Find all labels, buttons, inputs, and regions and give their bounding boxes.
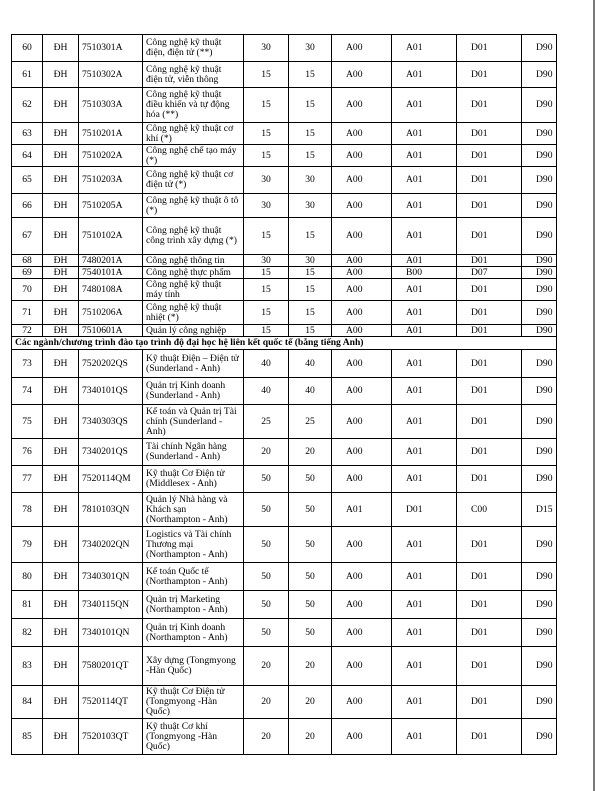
quota-exam: 20 <box>289 686 332 719</box>
row-number: 60 <box>12 35 43 62</box>
level-cell: ĐH <box>43 62 79 88</box>
major-code: 7520202QS <box>79 350 143 378</box>
combo-3: C00 <box>457 493 522 527</box>
quota-total: 15 <box>244 145 289 167</box>
level-cell: ĐH <box>43 218 79 255</box>
major-code: 7520114QM <box>79 466 143 493</box>
major-code: 7480201A <box>79 255 143 267</box>
combo-4: D90 <box>522 466 557 493</box>
combo-4: D90 <box>522 62 557 88</box>
major-name: Công nghệ kỹ thuật điều khiển và tự động hóa (**) <box>143 88 244 123</box>
major-name: Công nghệ chế tạo máy (*) <box>143 145 244 167</box>
combo-1: A00 <box>332 719 392 755</box>
combo-2: A01 <box>392 255 457 267</box>
row-number: 81 <box>12 591 43 619</box>
table-row <box>12 686 557 719</box>
quota-total: 15 <box>244 301 289 325</box>
row-number: 79 <box>12 527 43 563</box>
quota-total: 50 <box>244 591 289 619</box>
major-code: 7540101A <box>79 267 143 279</box>
table-row <box>12 218 557 255</box>
combo-1: A00 <box>332 167 392 194</box>
row-number: 68 <box>12 255 43 267</box>
level-cell: ĐH <box>43 405 79 439</box>
row-number: 78 <box>12 493 43 527</box>
major-name: Quản lý công nghiệp <box>143 325 244 337</box>
table-row <box>12 619 557 647</box>
combo-1: A00 <box>332 439 392 466</box>
quota-exam: 40 <box>289 350 332 378</box>
quota-total: 40 <box>244 350 289 378</box>
combo-1: A00 <box>332 591 392 619</box>
quota-exam: 15 <box>289 88 332 123</box>
combo-3: D01 <box>457 194 522 218</box>
combo-4: D90 <box>522 267 557 279</box>
level-cell: ĐH <box>43 619 79 647</box>
combo-3: D01 <box>457 647 522 686</box>
row-number: 64 <box>12 145 43 167</box>
level-cell: ĐH <box>43 301 79 325</box>
combo-3: D01 <box>457 405 522 439</box>
major-name: Công nghệ thông tin <box>143 255 244 267</box>
combo-1: A00 <box>332 267 392 279</box>
row-number: 85 <box>12 719 43 755</box>
major-code: 7340301QN <box>79 563 143 591</box>
table-row <box>12 194 557 218</box>
combo-3: D01 <box>457 350 522 378</box>
combo-1: A00 <box>332 88 392 123</box>
table-row <box>12 591 557 619</box>
major-code: 7510203A <box>79 167 143 194</box>
combo-4: D15 <box>522 493 557 527</box>
combo-3: D01 <box>457 218 522 255</box>
combo-4: D90 <box>522 527 557 563</box>
quota-total: 15 <box>244 325 289 337</box>
major-code: 7510303A <box>79 88 143 123</box>
quota-exam: 50 <box>289 563 332 591</box>
table-row <box>12 466 557 493</box>
quota-total: 40 <box>244 378 289 405</box>
quota-total: 50 <box>244 619 289 647</box>
row-number: 70 <box>12 279 43 301</box>
combo-3: D01 <box>457 145 522 167</box>
table-row <box>12 647 557 686</box>
combo-2: A01 <box>392 88 457 123</box>
combo-4: D90 <box>522 563 557 591</box>
table-row <box>12 62 557 88</box>
quota-total: 20 <box>244 686 289 719</box>
level-cell: ĐH <box>43 466 79 493</box>
level-cell: ĐH <box>43 325 79 337</box>
major-code: 7480108A <box>79 279 143 301</box>
combo-4: D90 <box>522 647 557 686</box>
row-number: 62 <box>12 88 43 123</box>
quota-total: 15 <box>244 88 289 123</box>
combo-2: A01 <box>392 378 457 405</box>
combo-1: A00 <box>332 619 392 647</box>
combo-2: A01 <box>392 194 457 218</box>
row-number: 67 <box>12 218 43 255</box>
table-row <box>12 719 557 755</box>
combo-2: A01 <box>392 647 457 686</box>
combo-1: A00 <box>332 255 392 267</box>
combo-1: A00 <box>332 527 392 563</box>
row-number: 61 <box>12 62 43 88</box>
level-cell: ĐH <box>43 563 79 591</box>
combo-1: A00 <box>332 378 392 405</box>
combo-2: A01 <box>392 62 457 88</box>
combo-3: D01 <box>457 88 522 123</box>
combo-2: A01 <box>392 145 457 167</box>
level-cell: ĐH <box>43 493 79 527</box>
combo-3: D01 <box>457 439 522 466</box>
table-row <box>12 405 557 439</box>
level-cell: ĐH <box>43 267 79 279</box>
quota-total: 15 <box>244 279 289 301</box>
row-number: 74 <box>12 378 43 405</box>
major-name: Công nghệ thực phẩm <box>143 267 244 279</box>
combo-2: D01 <box>392 493 457 527</box>
major-name: Công nghệ kỹ thuật điện, điện tử (**) <box>143 35 244 62</box>
combo-4: D90 <box>522 378 557 405</box>
table-row <box>12 563 557 591</box>
combo-1: A00 <box>332 145 392 167</box>
level-cell: ĐH <box>43 167 79 194</box>
major-code: 7340101QS <box>79 378 143 405</box>
combo-2: A01 <box>392 619 457 647</box>
combo-3: D01 <box>457 527 522 563</box>
combo-2: A01 <box>392 405 457 439</box>
major-name: Xây dựng (Tongmyong -Hàn Quốc) <box>143 647 244 686</box>
major-code: 7340201QS <box>79 439 143 466</box>
combo-1: A00 <box>332 218 392 255</box>
major-name: Quản trị Kinh doanh (Northampton - Anh) <box>143 619 244 647</box>
row-number: 76 <box>12 439 43 466</box>
quota-total: 15 <box>244 267 289 279</box>
combo-4: D90 <box>522 35 557 62</box>
combo-3: D01 <box>457 563 522 591</box>
combo-1: A00 <box>332 325 392 337</box>
combo-4: D90 <box>522 194 557 218</box>
section-row <box>12 337 557 350</box>
combo-4: D90 <box>522 167 557 194</box>
row-number: 72 <box>12 325 43 337</box>
major-name: Công nghệ kỹ thuật nhiệt (*) <box>143 301 244 325</box>
combo-3: D01 <box>457 301 522 325</box>
quota-total: 50 <box>244 563 289 591</box>
combo-4: D90 <box>522 123 557 145</box>
major-name: Logistics và Tài chính Thương mại (Northampton - Anh) <box>143 527 244 563</box>
combo-3: D01 <box>457 378 522 405</box>
combo-1: A00 <box>332 123 392 145</box>
quota-exam: 15 <box>289 267 332 279</box>
combo-1: A00 <box>332 279 392 301</box>
combo-1: A00 <box>332 647 392 686</box>
major-name: Kỹ thuật Cơ khí (Tongmyong -Hàn Quốc) <box>143 719 244 755</box>
major-name: Quản lý Nhà hàng và Khách sạn (Northampton - Anh) <box>143 493 244 527</box>
major-code: 7580201QT <box>79 647 143 686</box>
major-name: Công nghệ kỹ thuật điện tử, viễn thông <box>143 62 244 88</box>
major-name: Kế toán Quốc tế (Northampton - Anh) <box>143 563 244 591</box>
combo-1: A00 <box>332 301 392 325</box>
combo-3: D01 <box>457 619 522 647</box>
quota-exam: 50 <box>289 619 332 647</box>
quota-total: 25 <box>244 405 289 439</box>
row-number: 83 <box>12 647 43 686</box>
table-row <box>12 439 557 466</box>
quota-total: 30 <box>244 167 289 194</box>
table-row <box>12 35 557 62</box>
combo-3: D01 <box>457 279 522 301</box>
combo-2: A01 <box>392 279 457 301</box>
section-header <box>12 337 557 350</box>
level-cell: ĐH <box>43 145 79 167</box>
quota-exam: 15 <box>289 325 332 337</box>
quota-total: 20 <box>244 647 289 686</box>
level-cell: ĐH <box>43 439 79 466</box>
table-row <box>12 378 557 405</box>
combo-2: A01 <box>392 466 457 493</box>
combo-1: A00 <box>332 466 392 493</box>
major-code: 7340202QN <box>79 527 143 563</box>
combo-3: D01 <box>457 167 522 194</box>
combo-1: A00 <box>332 62 392 88</box>
combo-3: D01 <box>457 35 522 62</box>
combo-4: D90 <box>522 350 557 378</box>
quota-exam: 15 <box>289 218 332 255</box>
row-number: 82 <box>12 619 43 647</box>
level-cell: ĐH <box>43 194 79 218</box>
table-row <box>12 279 557 301</box>
combo-4: D90 <box>522 255 557 267</box>
level-cell: ĐH <box>43 686 79 719</box>
quota-exam: 30 <box>289 255 332 267</box>
level-cell: ĐH <box>43 527 79 563</box>
major-code: 7340101QN <box>79 619 143 647</box>
table-row <box>12 350 557 378</box>
level-cell: ĐH <box>43 88 79 123</box>
quota-total: 15 <box>244 218 289 255</box>
table-row <box>12 267 557 279</box>
table-row <box>12 123 557 145</box>
combo-2: A01 <box>392 35 457 62</box>
quota-exam: 30 <box>289 194 332 218</box>
major-code: 7340115QN <box>79 591 143 619</box>
quota-exam: 40 <box>289 378 332 405</box>
quota-total: 20 <box>244 719 289 755</box>
combo-4: D90 <box>522 619 557 647</box>
combo-4: D90 <box>522 88 557 123</box>
combo-1: A00 <box>332 686 392 719</box>
major-code: 7510302A <box>79 62 143 88</box>
combo-4: D90 <box>522 719 557 755</box>
combo-3: D01 <box>457 62 522 88</box>
table-row <box>12 493 557 527</box>
combo-1: A00 <box>332 194 392 218</box>
quota-total: 20 <box>244 439 289 466</box>
table-row <box>12 325 557 337</box>
combo-3: D01 <box>457 686 522 719</box>
combo-1: A00 <box>332 563 392 591</box>
combo-3: D01 <box>457 719 522 755</box>
quota-total: 30 <box>244 194 289 218</box>
row-number: 71 <box>12 301 43 325</box>
combo-2: A01 <box>392 563 457 591</box>
major-name: Công nghệ kỹ thuật ô tô (*) <box>143 194 244 218</box>
combo-2: A01 <box>392 686 457 719</box>
combo-1: A00 <box>332 350 392 378</box>
major-name: Công nghệ kỹ thuật cơ điện tử (*) <box>143 167 244 194</box>
table-body-bottom <box>12 350 557 755</box>
quota-exam: 50 <box>289 527 332 563</box>
table-row <box>12 88 557 123</box>
combo-3: D01 <box>457 591 522 619</box>
major-code: 7510102A <box>79 218 143 255</box>
major-name: Kế toán và Quản trị Tài chính (Sunderland - Anh) <box>143 405 244 439</box>
level-cell: ĐH <box>43 591 79 619</box>
level-cell: ĐH <box>43 350 79 378</box>
row-number: 69 <box>12 267 43 279</box>
major-code: 7510201A <box>79 123 143 145</box>
combo-4: D90 <box>522 405 557 439</box>
table-row <box>12 255 557 267</box>
row-number: 75 <box>12 405 43 439</box>
quota-total: 15 <box>244 123 289 145</box>
major-name: Kỹ thuật Cơ Điện tử (Tongmyong -Hàn Quốc) <box>143 686 244 719</box>
combo-2: A01 <box>392 325 457 337</box>
quota-exam: 30 <box>289 167 332 194</box>
major-name: Công nghệ kỹ thuật cơ khí (*) <box>143 123 244 145</box>
combo-3: D07 <box>457 267 522 279</box>
combo-3: D01 <box>457 466 522 493</box>
combo-2: A01 <box>392 591 457 619</box>
quota-exam: 50 <box>289 466 332 493</box>
major-name: Tài chính Ngân hàng (Sunderland - Anh) <box>143 439 244 466</box>
major-code: 7810103QN <box>79 493 143 527</box>
major-code: 7510202A <box>79 145 143 167</box>
level-cell: ĐH <box>43 255 79 267</box>
combo-1: A01 <box>332 493 392 527</box>
combo-2: A01 <box>392 527 457 563</box>
quota-exam: 25 <box>289 405 332 439</box>
row-number: 80 <box>12 563 43 591</box>
row-number: 65 <box>12 167 43 194</box>
row-number: 84 <box>12 686 43 719</box>
combo-1: A00 <box>332 405 392 439</box>
row-number: 66 <box>12 194 43 218</box>
quota-exam: 20 <box>289 719 332 755</box>
combo-2: A01 <box>392 350 457 378</box>
quota-total: 50 <box>244 527 289 563</box>
combo-2: A01 <box>392 301 457 325</box>
table-row <box>12 301 557 325</box>
table-body-top <box>12 35 557 337</box>
quota-exam: 15 <box>289 123 332 145</box>
combo-4: D90 <box>522 325 557 337</box>
quota-exam: 15 <box>289 62 332 88</box>
combo-2: A01 <box>392 439 457 466</box>
level-cell: ĐH <box>43 647 79 686</box>
major-name: Kỹ thuật Điện – Điện tử (Sunderland - Anh) <box>143 350 244 378</box>
section-title: Các ngành/chương trình đào tạo trình độ đại học hệ liên kết quốc tế (bằng tiếng Anh) <box>12 337 557 350</box>
table-row <box>12 527 557 563</box>
major-code: 7340303QS <box>79 405 143 439</box>
level-cell: ĐH <box>43 123 79 145</box>
table-row <box>12 145 557 167</box>
quota-exam: 30 <box>289 35 332 62</box>
level-cell: ĐH <box>43 279 79 301</box>
combo-4: D90 <box>522 279 557 301</box>
major-code: 7520103QT <box>79 719 143 755</box>
combo-2: B00 <box>392 267 457 279</box>
combo-2: A01 <box>392 218 457 255</box>
combo-1: A00 <box>332 35 392 62</box>
level-cell: ĐH <box>43 35 79 62</box>
major-name: Công nghệ kỹ thuật công trình xây dựng (*) <box>143 218 244 255</box>
quota-exam: 15 <box>289 301 332 325</box>
combo-3: D01 <box>457 123 522 145</box>
major-code: 7520114QT <box>79 686 143 719</box>
combo-4: D90 <box>522 686 557 719</box>
level-cell: ĐH <box>43 719 79 755</box>
row-number: 63 <box>12 123 43 145</box>
combo-4: D90 <box>522 145 557 167</box>
combo-2: A01 <box>392 167 457 194</box>
combo-2: A01 <box>392 719 457 755</box>
quota-exam: 20 <box>289 439 332 466</box>
quota-exam: 20 <box>289 647 332 686</box>
major-name: Kỹ thuật Cơ Điện tử (Middlesex - Anh) <box>143 466 244 493</box>
combo-2: A01 <box>392 123 457 145</box>
combo-4: D90 <box>522 218 557 255</box>
admissions-table <box>11 34 557 755</box>
row-number: 77 <box>12 466 43 493</box>
major-code: 7510601A <box>79 325 143 337</box>
row-number: 73 <box>12 350 43 378</box>
major-name: Quản trị Marketing (Northampton - Anh) <box>143 591 244 619</box>
major-name: Công nghệ kỹ thuật máy tính <box>143 279 244 301</box>
combo-4: D90 <box>522 591 557 619</box>
quota-exam: 15 <box>289 279 332 301</box>
combo-4: D90 <box>522 439 557 466</box>
quota-exam: 50 <box>289 493 332 527</box>
quota-exam: 50 <box>289 591 332 619</box>
major-code: 7510206A <box>79 301 143 325</box>
level-cell: ĐH <box>43 378 79 405</box>
quota-total: 30 <box>244 35 289 62</box>
combo-4: D90 <box>522 301 557 325</box>
quota-total: 30 <box>244 255 289 267</box>
major-code: 7510205A <box>79 194 143 218</box>
quota-total: 50 <box>244 466 289 493</box>
quota-exam: 15 <box>289 145 332 167</box>
table-row <box>12 167 557 194</box>
quota-total: 15 <box>244 62 289 88</box>
major-name: Quản trị Kinh doanh (Sunderland - Anh) <box>143 378 244 405</box>
major-code: 7510301A <box>79 35 143 62</box>
combo-3: D01 <box>457 325 522 337</box>
quota-total: 50 <box>244 493 289 527</box>
combo-3: D01 <box>457 255 522 267</box>
